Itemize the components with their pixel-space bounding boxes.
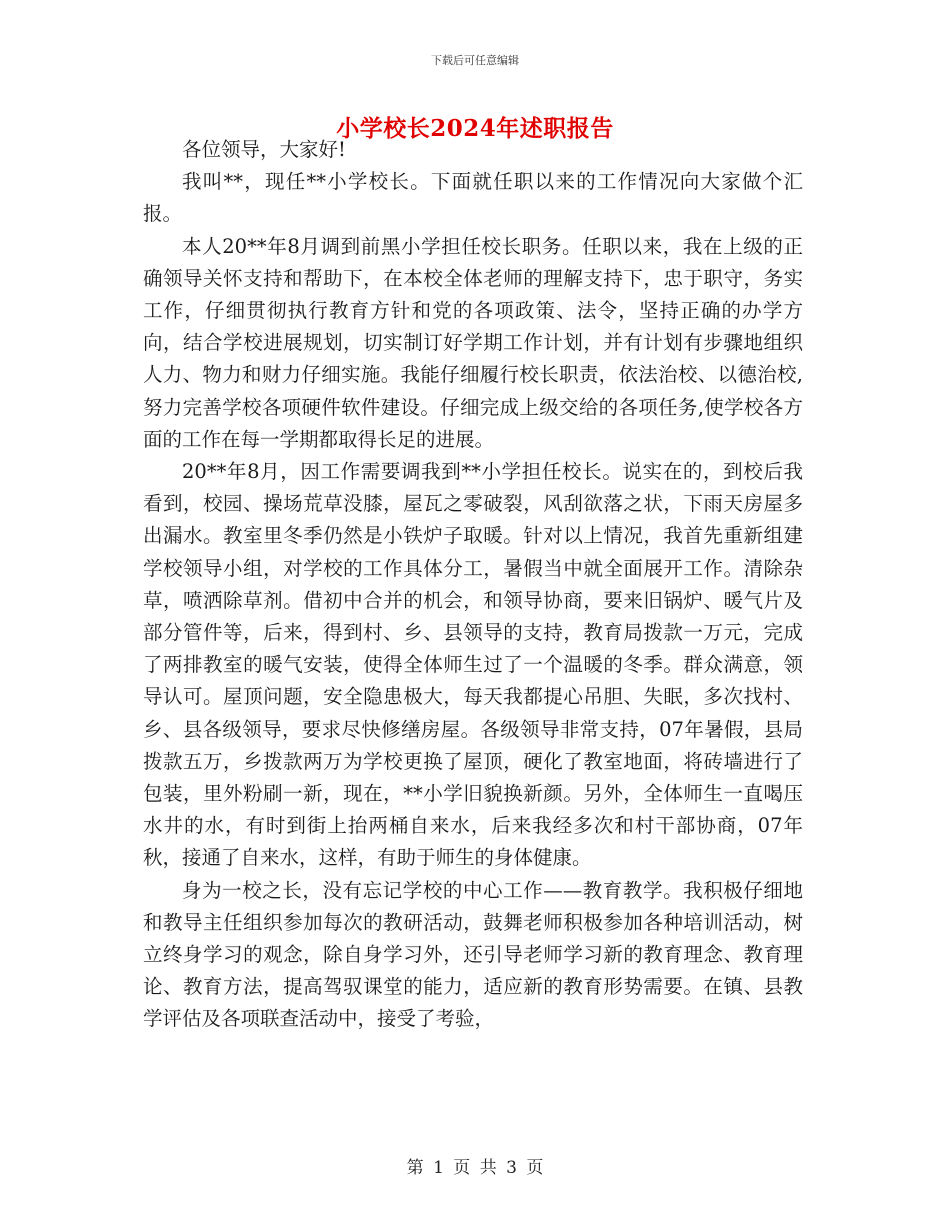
paragraph-greeting: 各位领导，大家好! — [182, 138, 346, 161]
document-body — [143, 134, 803, 1036]
paragraph-school-improvements: 20**年8月，因工作需要调我到**小学担任校长。说实在的，到校后我看到，校园、操场荒草没膝，屋瓦之零破裂，风刮欲落之状，下雨天房屋多出漏水。教室里冬季仍然是小铁炉子取暖。针对以上情况，我首先重新组建学校领导小组，对学校的工作具体分工，暑假当中就全面展开工作。清除杂草，喷洒除草剂。借初中合并的机会，和领导协商，要来旧锅炉、暖气片及部分管件等，后来，得到村、乡、县领导的支持，教育局拨款一万元，完成了两排教室的暖气安装，使得全体师生过了一个温暖的冬季。群众满意，领导认可。屋顶问题，安全隐患极大，每天我都提心吊胆、失眠，多次找村、乡、县各级领导，要求尽快修缮房屋。各级领导非常支持，07年暑假，县局拨款五万，乡拨款两万为学校更换了屋顶，硬化了教室地面，将砖墙进行了包装，里外粉刷一新，现在，**小学旧貌换新颜。另外，全体师生一直喝压水井的水，有时到街上抬两桶自来水，后来我经多次和村干部协商，07年秋，接通了自来水，这样，有助于师生的身体健康。 — [143, 460, 803, 870]
paragraph-appointment: 本人20**年8月调到前黑小学担任校长职务。任职以来，我在上级的正确领导关怀支持和帮助下，在本校全体老师的理解支持下，忠于职守，务实工作，仔细贯彻执行教育方针和党的各项政策、法令，坚持正确的办学方向，结合学校进展规划，切实制订好学期工作计划，并有计划有步骤地组织人力、物力和财力仔细实施。我能仔细履行校长职责，依法治校、以德治校,努力完善学校各项硬件软件建设。仔细完成上级交给的各项任务,使学校各方面的工作在每一学期都取得长足的进展。 — [143, 234, 803, 451]
paragraph-teaching-work: 身为一校之长，没有忘记学校的中心工作——教育教学。我积极仔细地和教导主任组织参加每次的教研活动，鼓舞老师积极参加各种培训活动，树立终身学习的观念，除自身学习外，还引导老师学习新的教育理念、教育理论、教育方法，提高驾驭课堂的能力，适应新的教育形势需要。在镇、县教学评估及各项联查活动中，接受了考验， — [143, 878, 803, 1031]
document-title: 小学校长2024年述职报告 — [336, 115, 614, 142]
header-note: 下载后可任意编辑 — [431, 54, 519, 67]
page-footer: 第 1 页 共 3 页 — [406, 1158, 544, 1178]
paragraph-introduction: 我叫**，现任**小学校长。下面就任职以来的工作情况向大家做个汇报。 — [143, 170, 803, 226]
